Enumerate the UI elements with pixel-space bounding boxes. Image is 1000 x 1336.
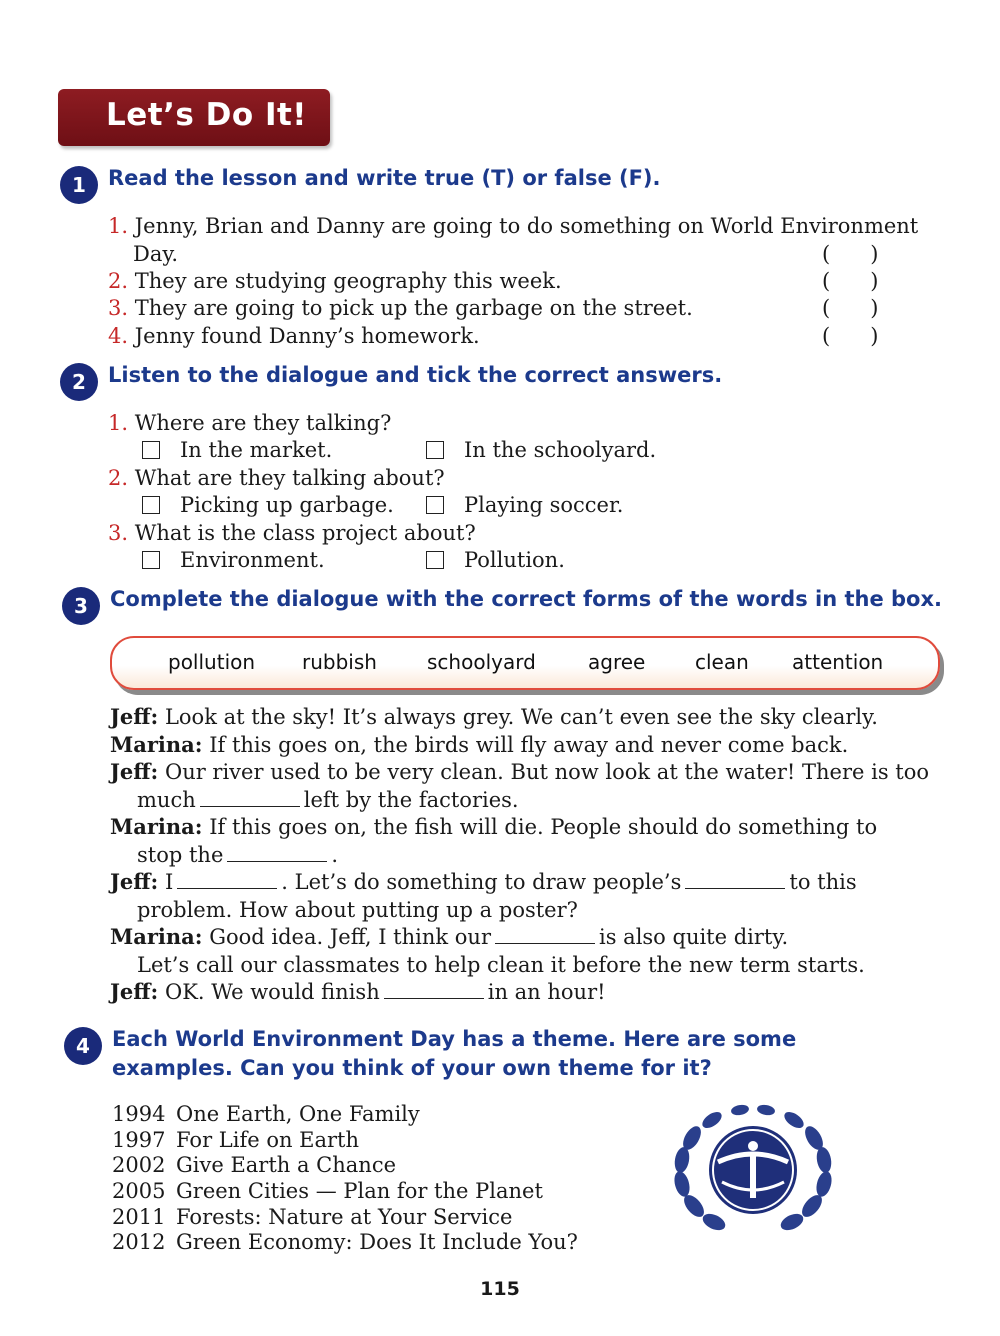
- tf-item-3: 3. They are going to pick up the garbage on the street.: [108, 296, 693, 320]
- dialogue-line: Marina: Good idea. Jeff, I think our is also quite dirty.: [110, 924, 789, 949]
- option-playing-soccer[interactable]: Playing soccer.: [426, 491, 623, 519]
- checkbox-icon: [142, 551, 160, 569]
- listen-question-1: 1. Where are they talking?: [108, 411, 392, 435]
- theme-row: 1994 One Earth, One Family: [112, 1102, 420, 1126]
- word-attention: attention: [792, 650, 884, 674]
- option-environment[interactable]: Environment.: [142, 546, 325, 574]
- unep-emblem-icon: [662, 1098, 844, 1238]
- listen-question-2: 2. What are they talking about?: [108, 466, 445, 490]
- answer-blank[interactable]: [384, 978, 484, 999]
- answer-blank[interactable]: [685, 868, 785, 889]
- dialogue-line: problem. How about putting up a poster?: [137, 898, 578, 922]
- section-2-instruction: Listen to the dialogue and tick the correct answers.: [108, 363, 723, 387]
- section-2-heading: [60, 361, 722, 401]
- checkbox-icon: [142, 496, 160, 514]
- tf-item-4: 4. Jenny found Danny’s homework.: [108, 324, 480, 348]
- tf-answer-3[interactable]: ( ): [822, 296, 879, 320]
- answer-blank[interactable]: [227, 841, 327, 862]
- tf-answer-1[interactable]: ( ): [822, 242, 879, 266]
- section-2-number: 2: [60, 363, 98, 401]
- dialogue-line: stop the .: [137, 843, 339, 867]
- dialogue-line: Jeff: I . Let’s do something to draw people’s to this: [110, 869, 857, 894]
- option-in-the-market[interactable]: In the market.: [142, 436, 332, 464]
- word-clean: clean: [695, 650, 749, 674]
- checkbox-icon: [426, 441, 444, 459]
- dialogue-line: Jeff: OK. We would finish in an hour!: [110, 979, 606, 1004]
- word-box: [110, 636, 940, 690]
- tf-answer-4[interactable]: ( ): [822, 324, 879, 348]
- section-1-heading: [60, 164, 661, 204]
- theme-row: 1997 For Life on Earth: [112, 1128, 360, 1152]
- banner-title: Let’s Do It!: [106, 97, 307, 133]
- section-4-instruction-line1: Each World Environment Day has a theme. Here are some: [112, 1027, 797, 1051]
- tf-item-2: 2. They are studying geography this week.: [108, 269, 562, 293]
- dialogue-line: Jeff: Our river used to be very clean. But now look at the water! There is too: [110, 759, 930, 784]
- checkbox-icon: [426, 496, 444, 514]
- checkbox-icon: [426, 551, 444, 569]
- tf-answer-2[interactable]: ( ): [822, 269, 879, 293]
- dialogue-line: much left by the factories.: [137, 788, 519, 812]
- word-schoolyard: schoolyard: [427, 650, 536, 674]
- theme-row: 2012 Green Economy: Does It Include You?: [112, 1230, 578, 1254]
- answer-blank[interactable]: [495, 923, 595, 944]
- word-rubbish: rubbish: [302, 650, 377, 674]
- dialogue-line: Jeff: Look at the sky! It’s always grey. We can’t even see the sky clearly.: [110, 704, 878, 729]
- section-4-instruction-line2: examples. Can you think of your own theme for it?: [112, 1056, 712, 1080]
- listen-question-3: 3. What is the class project about?: [108, 521, 476, 545]
- option-in-the-schoolyard[interactable]: In the schoolyard.: [426, 436, 656, 464]
- section-3-number: 3: [62, 587, 100, 625]
- dialogue-line: Marina: If this goes on, the fish will die. People should do something to: [110, 814, 878, 839]
- section-1-instruction: Read the lesson and write true (T) or false (F).: [108, 166, 661, 190]
- page-number: 115: [480, 1278, 520, 1300]
- section-1-number: 1: [60, 166, 98, 204]
- answer-blank[interactable]: [177, 868, 277, 889]
- checkbox-icon: [142, 441, 160, 459]
- tf-item-1-cont: Day.: [133, 242, 179, 266]
- section-3-heading: [62, 585, 942, 625]
- dialogue-line: Let’s call our classmates to help clean it before the new term starts.: [137, 953, 865, 977]
- option-picking-up-garbage[interactable]: Picking up garbage.: [142, 491, 394, 519]
- section-4-number: 4: [64, 1027, 102, 1065]
- section-3-instruction: Complete the dialogue with the correct forms of the words in the box.: [110, 587, 943, 611]
- option-pollution[interactable]: Pollution.: [426, 546, 565, 574]
- lets-do-it-banner: [58, 89, 330, 146]
- word-pollution: pollution: [168, 650, 256, 674]
- section-4-heading: [64, 1025, 796, 1083]
- theme-row: 2002 Give Earth a Chance: [112, 1153, 397, 1177]
- tf-item-1: 1. Jenny, Brian and Danny are going to do something on World Environment: [108, 214, 919, 238]
- theme-row: 2011 Forests: Nature at Your Service: [112, 1205, 513, 1229]
- word-agree: agree: [588, 650, 646, 674]
- answer-blank[interactable]: [200, 786, 300, 807]
- theme-row: 2005 Green Cities — Plan for the Planet: [112, 1179, 543, 1203]
- dialogue-line: Marina: If this goes on, the birds will fly away and never come back.: [110, 732, 849, 757]
